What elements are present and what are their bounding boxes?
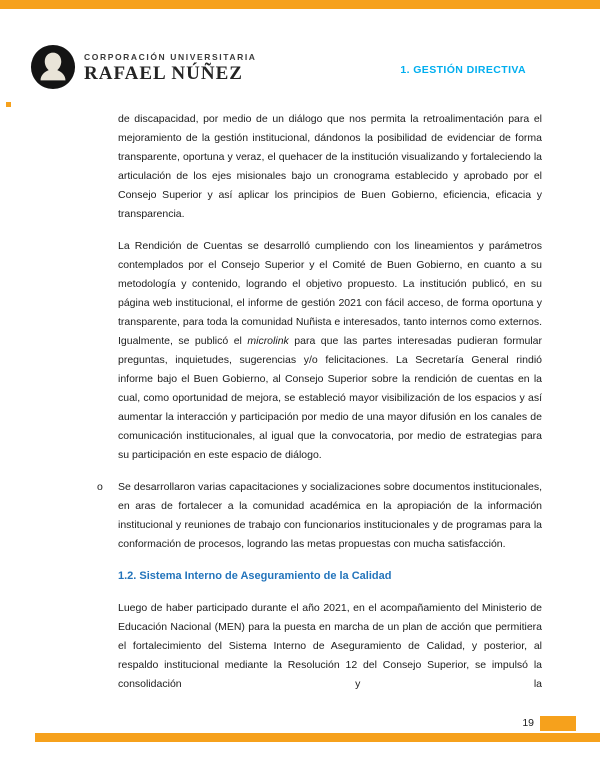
bullet-marker: o (97, 481, 103, 493)
paragraph-discapacidad: de discapacidad, por medio de un diálogo que nos permita la retroalimentación para el mejoramiento de la gestión institucional, dándonos la posibilidad de evidenciar de forma transparente, oportuna y veraz, el quehacer de la institución visualizando y fortaleciendo la articulación de los ejes misionales bajo un cronograma establecido y aprobado por el Consejo Superior y así aplicar los principios de Buen Gobierno, eficiencia, eficacia y transparencia. (118, 113, 542, 220)
page-header (30, 44, 570, 96)
paragraph-text: para que las partes interesadas pudieran formular preguntas, inquietudes, sugerencias y/o felicitaciones. La Secretaría General rindió informe bajo el Buen Gobierno, al Consejo Superior sobre la rendición de cuentas en la cual, como oportunidad de mejora, se estableció mayor visibilización de los espacios y así aumentar la interacción y participación por medio de una mayor difusión en los canales de comunicación institucionales, al igual que la convocatoria, por medio de estrategias para su participación en este espacio de diálogo. (118, 335, 542, 461)
paragraph-rendicion-cuentas (118, 237, 542, 465)
top-accent-bar (0, 0, 600, 9)
left-accent-square (6, 102, 11, 107)
logo-emblem-icon (30, 44, 76, 90)
org-name-line2: RAFAEL NÚÑEZ (84, 63, 243, 84)
footer-accent-block (540, 716, 576, 731)
section-heading-1-2: 1.2. Sistema Interno de Aseguramiento de la Calidad (118, 570, 392, 582)
document-body (97, 110, 542, 694)
bullet-text: Se desarrollaron varias capacitaciones y socializaciones sobre documentos institucionales, en aras de fortalecer a la comunidad académica en la apropiación de la información institucional y reuniones de trabajo con funcionarios institucionales y de programas para la conformación de procesos, logrando las metas propuestas con mucha satisfacción. (118, 481, 542, 550)
logo-text (84, 49, 257, 85)
footer-accent-bar (35, 733, 600, 742)
paragraph-text: La Rendición de Cuentas se desarrolló cumpliendo con los lineamientos y parámetros contemplados por el Consejo Superior y el Comité de Buen Gobierno, en cuanto a su metodología y contenido, logrando el objetivo propuesto. La institución publicó, en su página web institucional, el informe de gestión 2021 con fácil acceso, de forma oportuna y transparente, para toda la comunidad Nuñista e interesados, tanto internos como externos. Igualmente, se publicó el (118, 240, 542, 347)
list-item (97, 478, 542, 554)
italic-term-microlink: microlink (247, 335, 289, 347)
paragraph-sistema-interno: Luego de haber participado durante el año 2021, en el acompañamiento del Ministerio de Educación Nacional (MEN) para la puesta en marcha de un plan de acción que permitiera el fortalecimiento del Sistema Interno de Aseguramiento de Calidad, y posterior, al respaldo institucional mediante la Resolución 12 del Consejo Superior, se impulsó la consolidación y la (118, 602, 542, 690)
org-name-line1: CORPORACIÓN UNIVERSITARIA (84, 52, 257, 62)
page-number: 19 (522, 717, 534, 729)
chapter-title: 1. GESTIÓN DIRECTIVA (400, 64, 526, 76)
